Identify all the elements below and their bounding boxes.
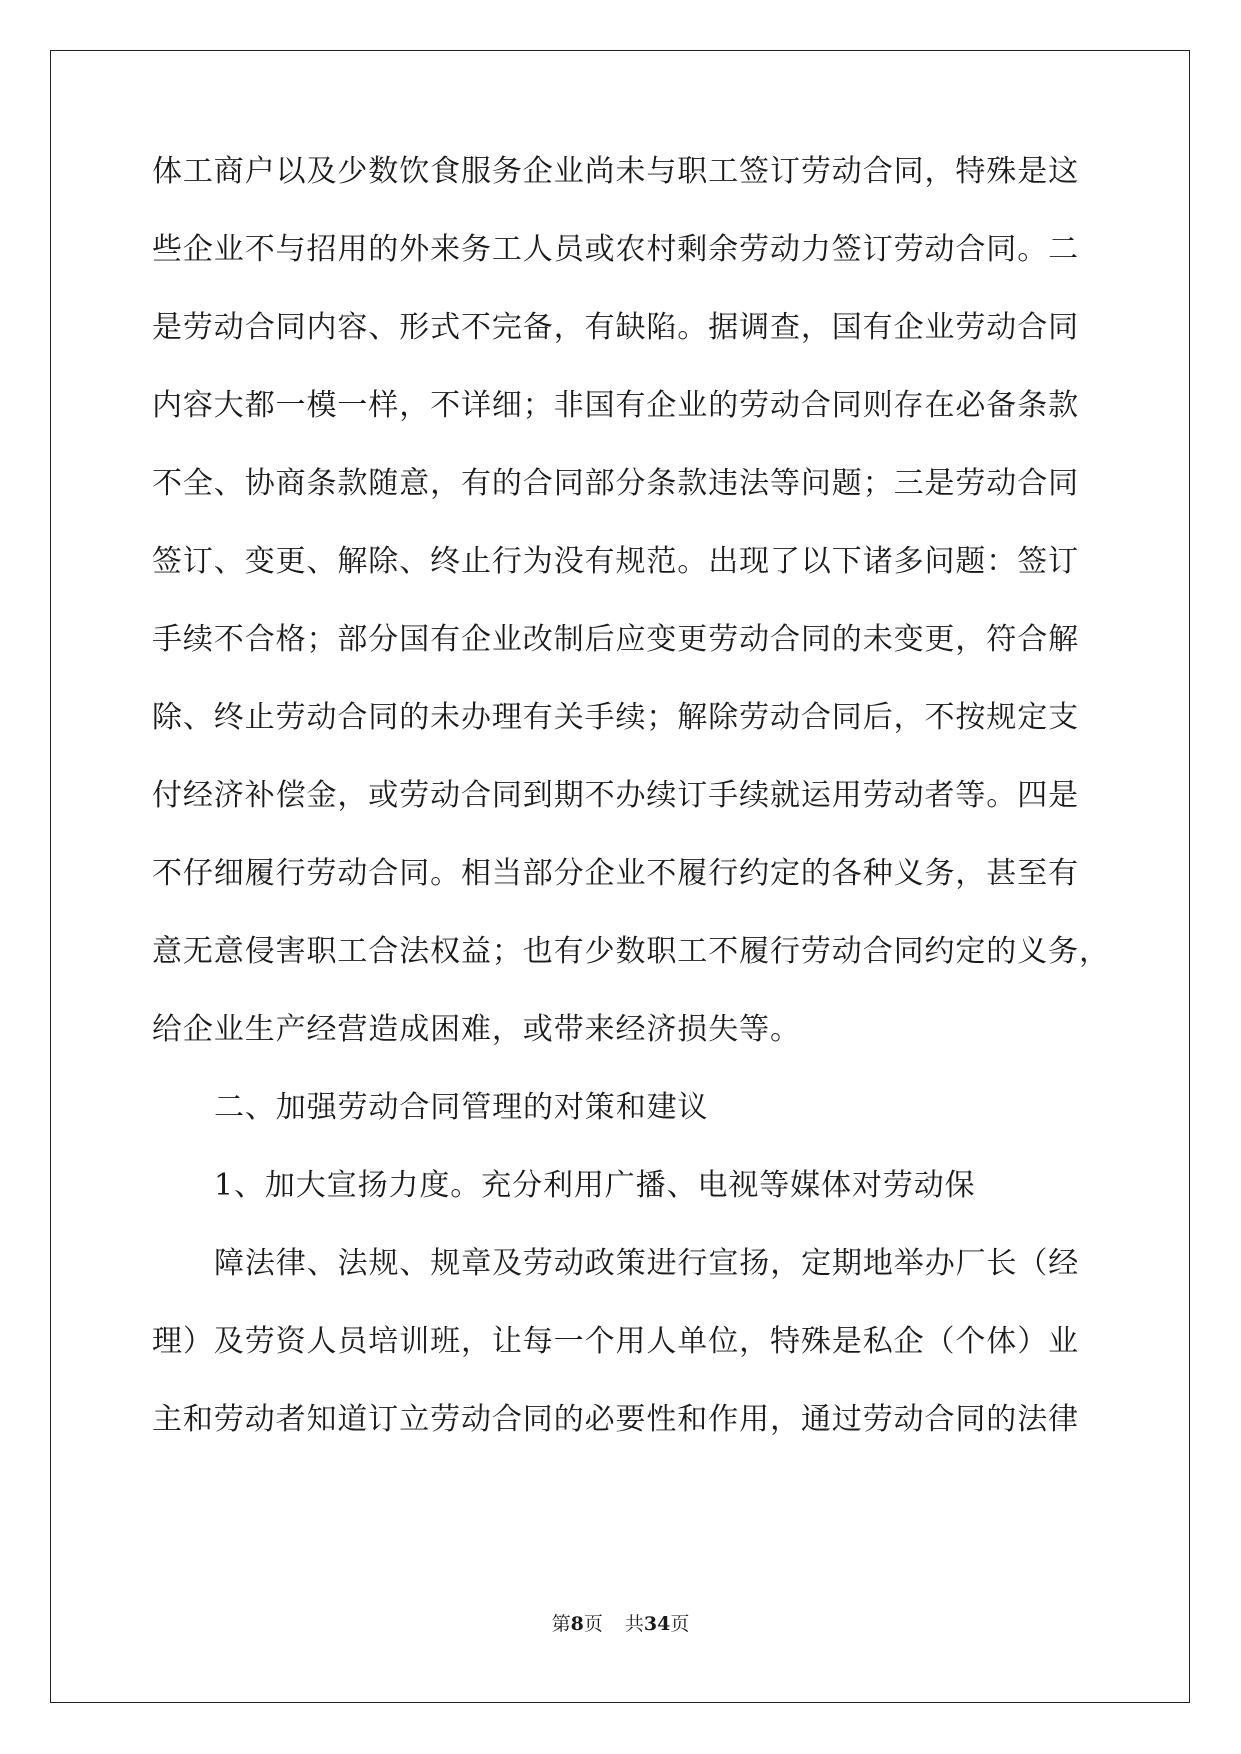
total-pages: 34 — [643, 1613, 671, 1635]
page-label-prefix: 第 — [551, 1613, 571, 1635]
body-text-line: 除、终止劳动合同的未办理有关手续；解除劳动合同后，不按规定支 — [152, 700, 1079, 735]
body-text-line: 1、加大宣扬力度。充分利用广播、电视等媒体对劳动保 — [214, 1168, 976, 1203]
page-footer — [0, 1612, 1241, 1636]
body-text-line: 不仔细履行劳动合同。相当部分企业不履行约定的各种义务，甚至有 — [152, 856, 1079, 891]
body-text-line: 主和劳动者知道订立劳动合同的必要性和作用，通过劳动合同的法律 — [152, 1402, 1079, 1437]
page-number: 8 — [570, 1613, 584, 1635]
body-text-line: 手续不合格；部分国有企业改制后应变更劳动合同的未变更，符合解 — [152, 622, 1079, 657]
body-text-line: 意无意侵害职工合法权益；也有少数职工不履行劳动合同约定的义务， — [152, 934, 1110, 969]
body-text-line: 理）及劳资人员培训班，让每一个用人单位，特殊是私企（个体）业 — [152, 1324, 1079, 1359]
total-label-suffix: 页 — [670, 1613, 690, 1635]
page-label-suffix: 页 — [583, 1613, 603, 1635]
body-text-line: 些企业不与招用的外来务工人员或农村剩余劳动力签订劳动合同。二 — [152, 232, 1079, 267]
section-heading: 二、加强劳动合同管理的对策和建议 — [214, 1090, 709, 1125]
body-text-line: 不全、协商条款随意，有的合同部分条款违法等问题；三是劳动合同 — [152, 466, 1079, 501]
body-text-line: 体工商户以及少数饮食服务企业尚未与职工签订劳动合同，特殊是这 — [152, 154, 1079, 189]
body-text-line: 内容大都一模一样，不详细；非国有企业的劳动合同则存在必备条款 — [152, 388, 1079, 423]
body-text-line: 是劳动合同内容、形式不完备，有缺陷。据调查，国有企业劳动合同 — [152, 310, 1079, 345]
body-text-line: 给企业生产经营造成困难，或带来经济损失等。 — [152, 1012, 801, 1047]
body-text-line: 付经济补偿金，或劳动合同到期不办续订手续就运用劳动者等。四是 — [152, 778, 1079, 813]
total-label-prefix: 共 — [624, 1613, 644, 1635]
body-text-line: 签订、变更、解除、终止行为没有规范。出现了以下诸多问题：签订 — [152, 544, 1079, 579]
body-text-line: 障法律、法规、规章及劳动政策进行宣扬，定期地举办厂长（经 — [214, 1246, 1080, 1281]
